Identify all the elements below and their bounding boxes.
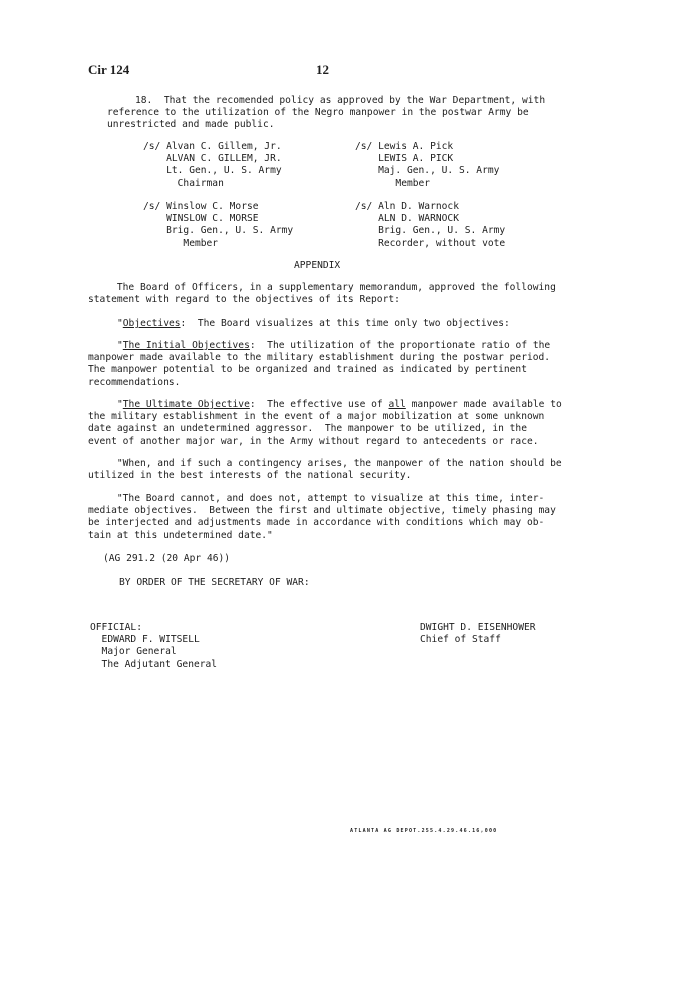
- text-line: manpower made available to the military establishment during the postwar period.: [88, 352, 551, 364]
- text-line: reference to the utilization of the Negro manpower in the postwar Army be: [107, 107, 529, 119]
- order-line: BY ORDER OF THE SECRETARY OF WAR:: [119, 577, 310, 588]
- objectives-label: Objectives: [122, 318, 181, 329]
- official-line: EDWARD F. WITSELL: [90, 634, 200, 646]
- text-line: "When, and if such a contingency arises, the manpower of the nation should be: [88, 458, 562, 469]
- signature-line: Member: [355, 177, 431, 189]
- appendix-title: APPENDIX: [294, 260, 341, 271]
- initial-objective-paragraph: "The Initial Objectives: The utilization of the proportionate ratio of the manpower made available to the military establishment during the postwar period. The manpower potential to be organized and trained as indicated by pertinent recommendations.: [88, 340, 551, 388]
- text-line: tain at this undetermined date.": [88, 529, 273, 541]
- signature-line: Maj. Gen., U. S. Army: [355, 165, 500, 177]
- signature-line: Brig. Gen., U. S. Army: [355, 225, 506, 237]
- official-line: OFFICIAL:: [90, 622, 142, 633]
- signature-line: /s/ Aln D. Warnock: [355, 201, 459, 212]
- chief-line: Chief of Staff: [420, 634, 501, 646]
- text-line: recommendations.: [88, 376, 181, 388]
- contingency-paragraph: [88, 458, 562, 482]
- signature-warnock: [355, 201, 505, 250]
- text-line: The Board of Officers, in a supplementary memorandum, approved the following: [88, 282, 556, 293]
- text-line: mediate objectives. Between the first and ultimate objective, timely phasing may: [88, 505, 556, 517]
- signature-line: ALN D. WARNOCK: [355, 213, 459, 225]
- text-line: event of another major war, in the Army without regard to antecedents or race.: [88, 435, 539, 447]
- signature-pick: [355, 141, 499, 190]
- circular-number: Cir 124: [88, 62, 130, 77]
- signature-line: WINSLOW C. MORSE: [143, 213, 259, 225]
- signature-line: Chairman: [143, 177, 224, 189]
- chief-line: DWIGHT D. EISENHOWER: [420, 622, 536, 633]
- signature-line: Brig. Gen., U. S. Army: [143, 225, 294, 237]
- printer-imprint: ATLANTA AG DEPOT.255.4.29.46.16,000: [350, 828, 498, 834]
- signature-line: Member: [143, 237, 219, 249]
- text-line: statement with regard to the objectives of its Report:: [88, 294, 400, 306]
- text-line: 18. That the recomended policy as approved by the War Department, with: [135, 95, 546, 106]
- page-number: 12: [316, 62, 329, 77]
- signature-line: Recorder, without vote: [355, 237, 506, 249]
- emphasis-all: all: [388, 399, 406, 410]
- board-paragraph: [88, 493, 556, 542]
- official-line: The Adjutant General: [90, 658, 218, 670]
- text-line: utilized in the best interests of the national security.: [88, 470, 412, 482]
- text-line: "The Board cannot, and does not, attempt to visualize at this time, inter-: [88, 493, 545, 504]
- signature-line: /s/ Alvan C. Gillem, Jr.: [143, 141, 282, 152]
- signature-line: /s/ Winslow C. Morse: [143, 201, 259, 212]
- ultimate-objective-paragraph: "The Ultimate Objective: The effective use of all manpower made available to the military establishment in the event of a major mobilization at some unknown date against an undetermined aggressor. The manpower to be utilized, in the event of another major war, in the Army without regard to antecedents or race.: [88, 399, 562, 447]
- text-line: be interjected and adjustments made in accordance with conditions which may ob-: [88, 517, 545, 529]
- signature-morse: [143, 201, 293, 250]
- signature-gillem: [143, 141, 282, 190]
- chief-of-staff-block: [420, 622, 536, 646]
- text-line: unrestricted and made public.: [107, 119, 275, 131]
- official-line: Major General: [90, 646, 177, 658]
- text-line: the military establishment in the event of a major mobilization at some unknown: [88, 411, 545, 423]
- signature-line: /s/ Lewis A. Pick: [355, 141, 454, 152]
- intro-paragraph: [88, 282, 556, 306]
- initial-objective-label: The Initial Objectives: [122, 340, 250, 351]
- official-block: [90, 622, 217, 671]
- objectives-line: "Objectives: The Board visualizes at this time only two objectives:: [117, 318, 510, 329]
- signature-line: ALVAN C. GILLEM, JR.: [143, 153, 282, 165]
- paragraph-18: [107, 95, 545, 132]
- signature-line: LEWIS A. PICK: [355, 153, 454, 165]
- text-line: The manpower potential to be organized and trained as indicated by pertinent: [88, 364, 527, 376]
- text-line: date against an undetermined aggressor. The manpower to be utilized, in the: [88, 423, 527, 435]
- ag-reference: (AG 291.2 (20 Apr 46)): [103, 553, 231, 564]
- ultimate-objective-label: The Ultimate Objective: [122, 399, 250, 410]
- signature-line: Lt. Gen., U. S. Army: [143, 165, 282, 177]
